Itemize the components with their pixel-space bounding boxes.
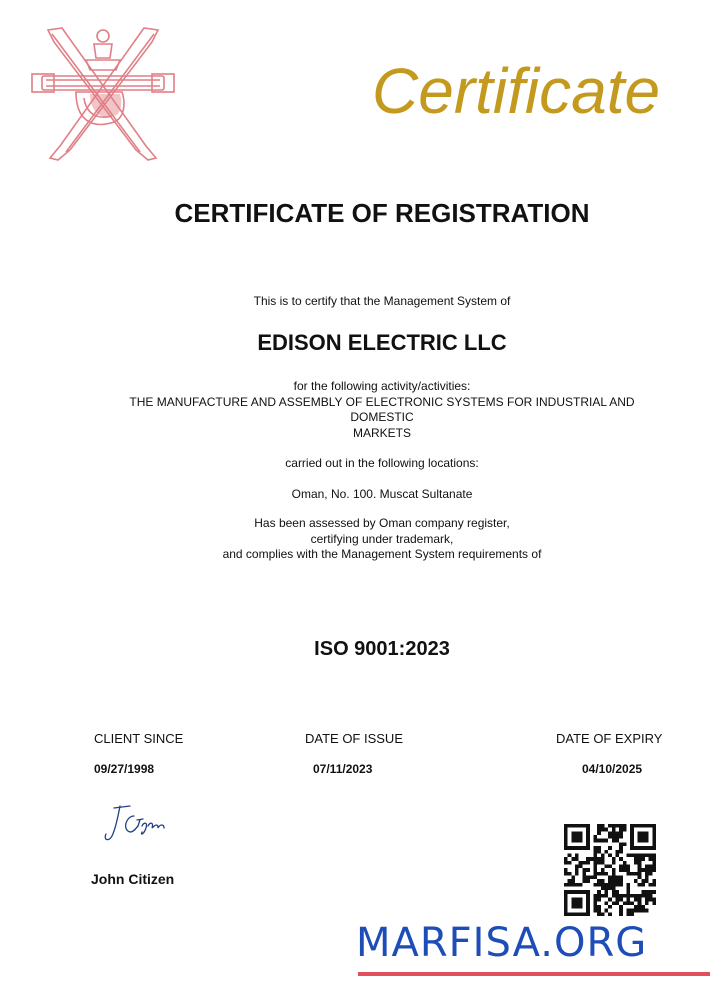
oman-national-emblem-icon — [28, 18, 178, 163]
watermark-text: MARFISA.ORG — [356, 920, 648, 966]
watermark-underline — [358, 972, 710, 976]
iso-standard: ISO 9001:2023 — [314, 638, 450, 660]
assessment-line: certifying under trademark, — [310, 531, 454, 546]
date-of-expiry-value: 04/10/2025 — [582, 762, 643, 776]
handwritten-signature — [100, 802, 170, 848]
client-since-value: 09/27/1998 — [94, 762, 155, 776]
activity-line: MARKETS — [352, 425, 411, 440]
certificate-heading-script: Certificate — [372, 55, 661, 127]
activity-line: THE MANUFACTURE AND ASSEMBLY OF ELECTRONIC SYSTEMS FOR INDUSTRIAL AND — [129, 394, 635, 409]
activity-section — [0, 379, 720, 441]
qr-code-icon — [564, 824, 656, 916]
company-name: EDISON ELECTRIC LLC — [257, 330, 507, 355]
client-since-label: CLIENT SINCE — [94, 731, 184, 746]
date-of-expiry-label: DATE OF EXPIRY — [556, 731, 663, 746]
site-watermark — [356, 920, 710, 982]
page-title: CERTIFICATE OF REGISTRATION — [174, 198, 590, 228]
signer-name: John Citizen — [91, 871, 175, 887]
locations-value: Oman, No. 100. Muscat Sultanate — [291, 487, 473, 501]
activity-line: DOMESTIC — [350, 410, 414, 424]
assessment-line: Has been assessed by Oman company register, — [254, 516, 510, 530]
activity-lead: for the following activity/activities: — [293, 379, 471, 393]
assessment-statement — [0, 516, 720, 563]
date-of-issue-label: DATE OF ISSUE — [305, 731, 403, 746]
date-of-issue-value: 07/11/2023 — [313, 762, 373, 776]
assessment-line: and complies with the Management System requirements of — [222, 547, 542, 561]
intro-text: This is to certify that the Management System of — [253, 294, 511, 308]
locations-label: carried out in the following locations: — [285, 456, 479, 470]
